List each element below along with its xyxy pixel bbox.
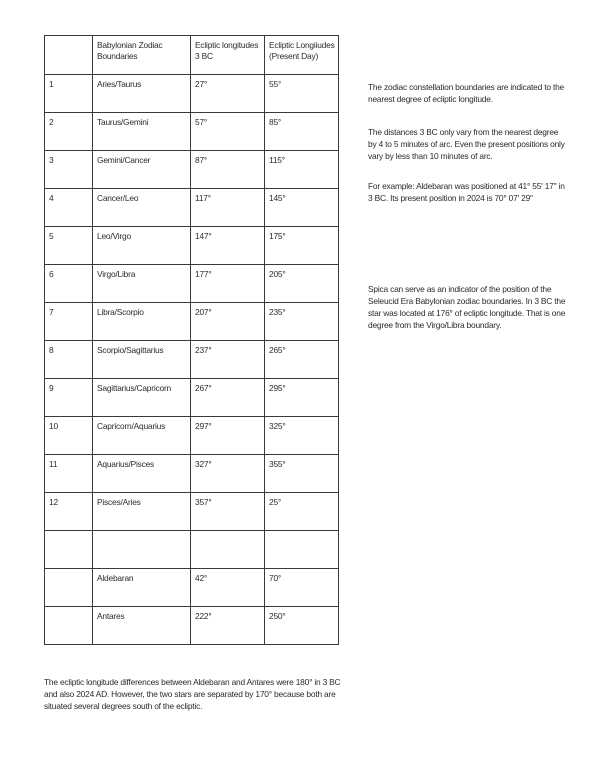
cell-index (45, 569, 93, 607)
table-row (45, 569, 339, 607)
cell-longitude-3bc: 267° (191, 379, 265, 417)
cell-longitude-present: 295° (265, 379, 339, 417)
cell-longitude-3bc: 42° (191, 569, 265, 607)
cell-longitude-3bc: 357° (191, 493, 265, 531)
cell-index (45, 531, 93, 569)
cell-index: 8 (45, 341, 93, 379)
header-ecliptic-3bc: Ecliptic longitudes 3 BC (191, 36, 265, 75)
cell-boundary: Libra/Scorpio (93, 303, 191, 341)
table-row (45, 189, 339, 227)
table-row (45, 417, 339, 455)
cell-longitude-present: 55° (265, 75, 339, 113)
cell-longitude-present: 250° (265, 607, 339, 645)
note-example: For example: Aldebaran was positioned at 41° 55' 17" in 3 BC. Its present position in 2024 is 70° 07' 29" (368, 181, 565, 203)
table-row (45, 227, 339, 265)
cell-index: 5 (45, 227, 93, 265)
cell-longitude-present: 325° (265, 417, 339, 455)
cell-index: 2 (45, 113, 93, 151)
cell-boundary: Aldebaran (93, 569, 191, 607)
cell-longitude-present: 265° (265, 341, 339, 379)
cell-index: 1 (45, 75, 93, 113)
cell-longitude-present: 115° (265, 151, 339, 189)
header-ecliptic-present: Ecliptic Longiiudes (Present Day) (265, 36, 339, 75)
cell-boundary: Sagittarius/Capricorn (93, 379, 191, 417)
table-row (45, 341, 339, 379)
cell-longitude-3bc: 207° (191, 303, 265, 341)
cell-longitude-present: 355° (265, 455, 339, 493)
cell-longitude-present: 235° (265, 303, 339, 341)
cell-longitude-present: 70° (265, 569, 339, 607)
table-row (45, 113, 339, 151)
cell-longitude-3bc (191, 531, 265, 569)
table-row (45, 303, 339, 341)
cell-longitude-present: 145° (265, 189, 339, 227)
cell-boundary: Cancer/Leo (93, 189, 191, 227)
cell-longitude-3bc: 87° (191, 151, 265, 189)
cell-index: 3 (45, 151, 93, 189)
cell-boundary: Aquarius/Pisces (93, 455, 191, 493)
cell-index: 9 (45, 379, 93, 417)
cell-longitude-3bc: 222° (191, 607, 265, 645)
cell-boundary: Virgo/Libra (93, 265, 191, 303)
cell-longitude-3bc: 147° (191, 227, 265, 265)
cell-longitude-3bc: 297° (191, 417, 265, 455)
note-footer: The ecliptic longitude differences between Aldebaran and Antares were 180° in 3 BC and also 2024 AD. However, the two stars are separated by 170° because both are situated several degrees south of the ecliptic. (44, 677, 341, 711)
table-row (45, 379, 339, 417)
cell-boundary: Capricorn/Aquarius (93, 417, 191, 455)
cell-boundary: Taurus/Gemini (93, 113, 191, 151)
cell-longitude-3bc: 117° (191, 189, 265, 227)
table-row (45, 75, 339, 113)
cell-longitude-3bc: 237° (191, 341, 265, 379)
cell-longitude-present: 85° (265, 113, 339, 151)
table-row (45, 607, 339, 645)
cell-index: 4 (45, 189, 93, 227)
zodiac-boundaries-table (44, 35, 339, 645)
cell-boundary: Pisces/Aries (93, 493, 191, 531)
note-boundaries: The zodiac constellation boundaries are indicated to the nearest degree of ecliptic longitude. (368, 82, 564, 104)
cell-longitude-present: 205° (265, 265, 339, 303)
table-row (45, 265, 339, 303)
cell-index: 12 (45, 493, 93, 531)
cell-boundary: Aries/Taurus (93, 75, 191, 113)
table-row (45, 531, 339, 569)
cell-longitude-present: 25° (265, 493, 339, 531)
cell-longitude-3bc: 327° (191, 455, 265, 493)
cell-boundary: Leo/Virgo (93, 227, 191, 265)
header-boundaries: Babylonian Zodiac Boundaries (93, 36, 191, 75)
cell-boundary: Antares (93, 607, 191, 645)
cell-index: 10 (45, 417, 93, 455)
cell-longitude-3bc: 177° (191, 265, 265, 303)
note-distances: The distances 3 BC only vary from the nearest degree by 4 to 5 minutes of arc. Even the present positions only vary by less than 10 minutes of arc. (368, 127, 565, 161)
cell-index (45, 607, 93, 645)
cell-longitude-3bc: 57° (191, 113, 265, 151)
cell-longitude-3bc: 27° (191, 75, 265, 113)
note-spica: Spica can serve as an indicator of the position of the Seleucid Era Babylonian zodiac boundaries. In 3 BC the star was located at 176° of ecliptic longitude. That is one degree from the Virgo/Libra boundary. (368, 284, 566, 330)
cell-index: 7 (45, 303, 93, 341)
cell-boundary: Gemini/Cancer (93, 151, 191, 189)
cell-longitude-present: 175° (265, 227, 339, 265)
cell-boundary (93, 531, 191, 569)
table-row (45, 455, 339, 493)
table-header-row (45, 36, 339, 75)
cell-index: 11 (45, 455, 93, 493)
header-index (45, 36, 93, 75)
table-row (45, 151, 339, 189)
cell-index: 6 (45, 265, 93, 303)
table-row (45, 493, 339, 531)
cell-boundary: Scorpio/Sagittarius (93, 341, 191, 379)
cell-longitude-present (265, 531, 339, 569)
